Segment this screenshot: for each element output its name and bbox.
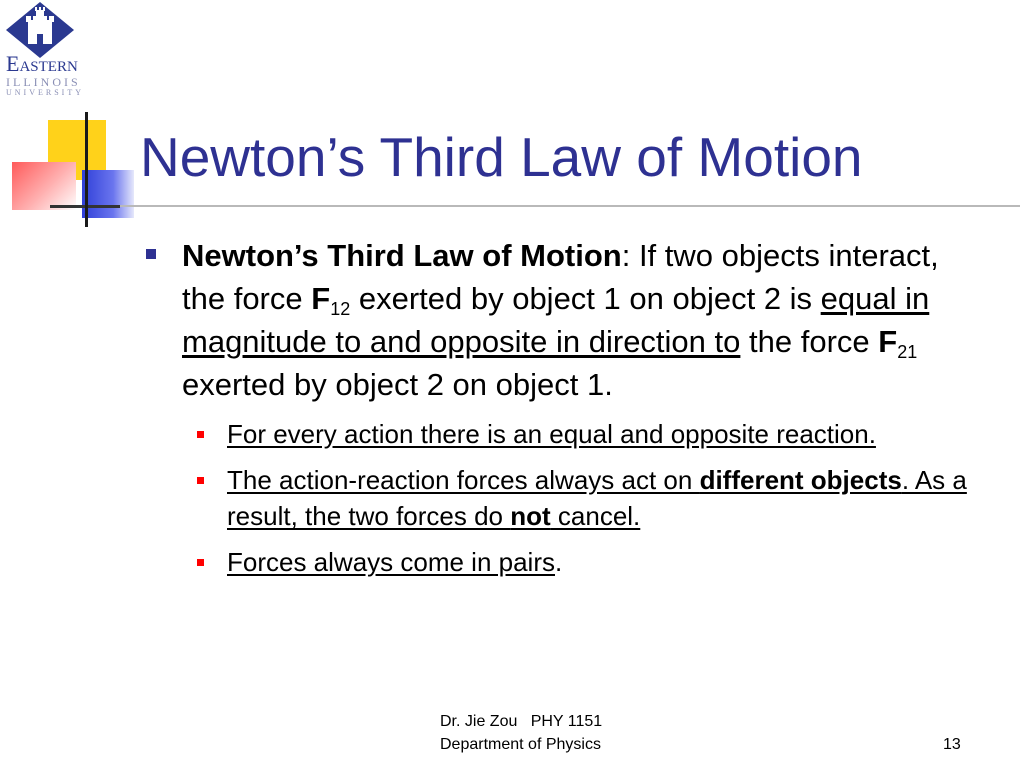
decor-red-square — [12, 162, 76, 210]
logo-line-university: UNIVERSITY — [6, 88, 84, 97]
emphasis-not: not — [510, 501, 551, 531]
sub-bullet-text: Forces always come in pairs — [227, 547, 555, 577]
law-text-part: exerted by object 1 on object 2 is — [350, 281, 821, 316]
law-text-part: the force — [740, 324, 879, 359]
force-subscript-21: 21 — [897, 342, 918, 362]
sub-bullet-period: . — [555, 547, 563, 577]
sub-bullet-item — [140, 416, 980, 452]
title-divider-line — [50, 205, 1020, 207]
slide-footer — [440, 710, 602, 756]
footer-instructor-course: Dr. Jie Zou PHY 1151 — [440, 713, 603, 730]
sub-bullet-item — [140, 462, 980, 534]
law-text-part: exerted by object 2 on object 1. — [182, 367, 613, 402]
main-bullet-item — [140, 234, 980, 406]
sub-bullet-text-part: cancel. — [550, 501, 641, 531]
logo-line-eastern: Eastern — [6, 51, 78, 76]
sub-bullet-text-part: The action-reaction forces always act on — [227, 465, 700, 495]
page-number: 13 — [943, 736, 961, 753]
sub-bullet-text — [227, 465, 967, 531]
force-symbol-f12: F — [311, 281, 331, 316]
square-bullet-icon — [146, 249, 156, 259]
slide-body — [140, 234, 980, 590]
force-symbol-f21: F — [878, 324, 898, 359]
university-logo — [0, 0, 110, 105]
law-term: Newton’s Third Law of Motion — [182, 238, 622, 273]
term-colon: : — [621, 238, 631, 273]
footer-department: Department of Physics — [440, 736, 601, 753]
decor-vertical-line — [85, 112, 88, 227]
slide-title: Newton’s Third Law of Motion — [140, 126, 863, 188]
law-underlined-phrase: equal in magnitude to and opposite in direction to — [182, 281, 930, 359]
force-subscript-12: 12 — [330, 299, 351, 319]
decor-blue-square — [82, 170, 134, 218]
emphasis-different-objects: different objects — [699, 465, 902, 495]
logo-line-illinois: ILLINOIS — [6, 75, 81, 89]
law-text-part: If two objects interact, the force — [182, 238, 939, 316]
sub-bullet-item — [140, 544, 980, 580]
sub-bullet-list — [140, 416, 980, 580]
square-bullet-icon — [197, 477, 204, 484]
square-bullet-icon — [197, 559, 204, 566]
sub-bullet-text-part: . As a result, the two forces do — [227, 465, 967, 531]
square-bullet-icon — [197, 431, 204, 438]
logo-wordmark — [6, 52, 106, 98]
sub-bullet-text: For every action there is an equal and opposite reaction. — [227, 419, 876, 449]
